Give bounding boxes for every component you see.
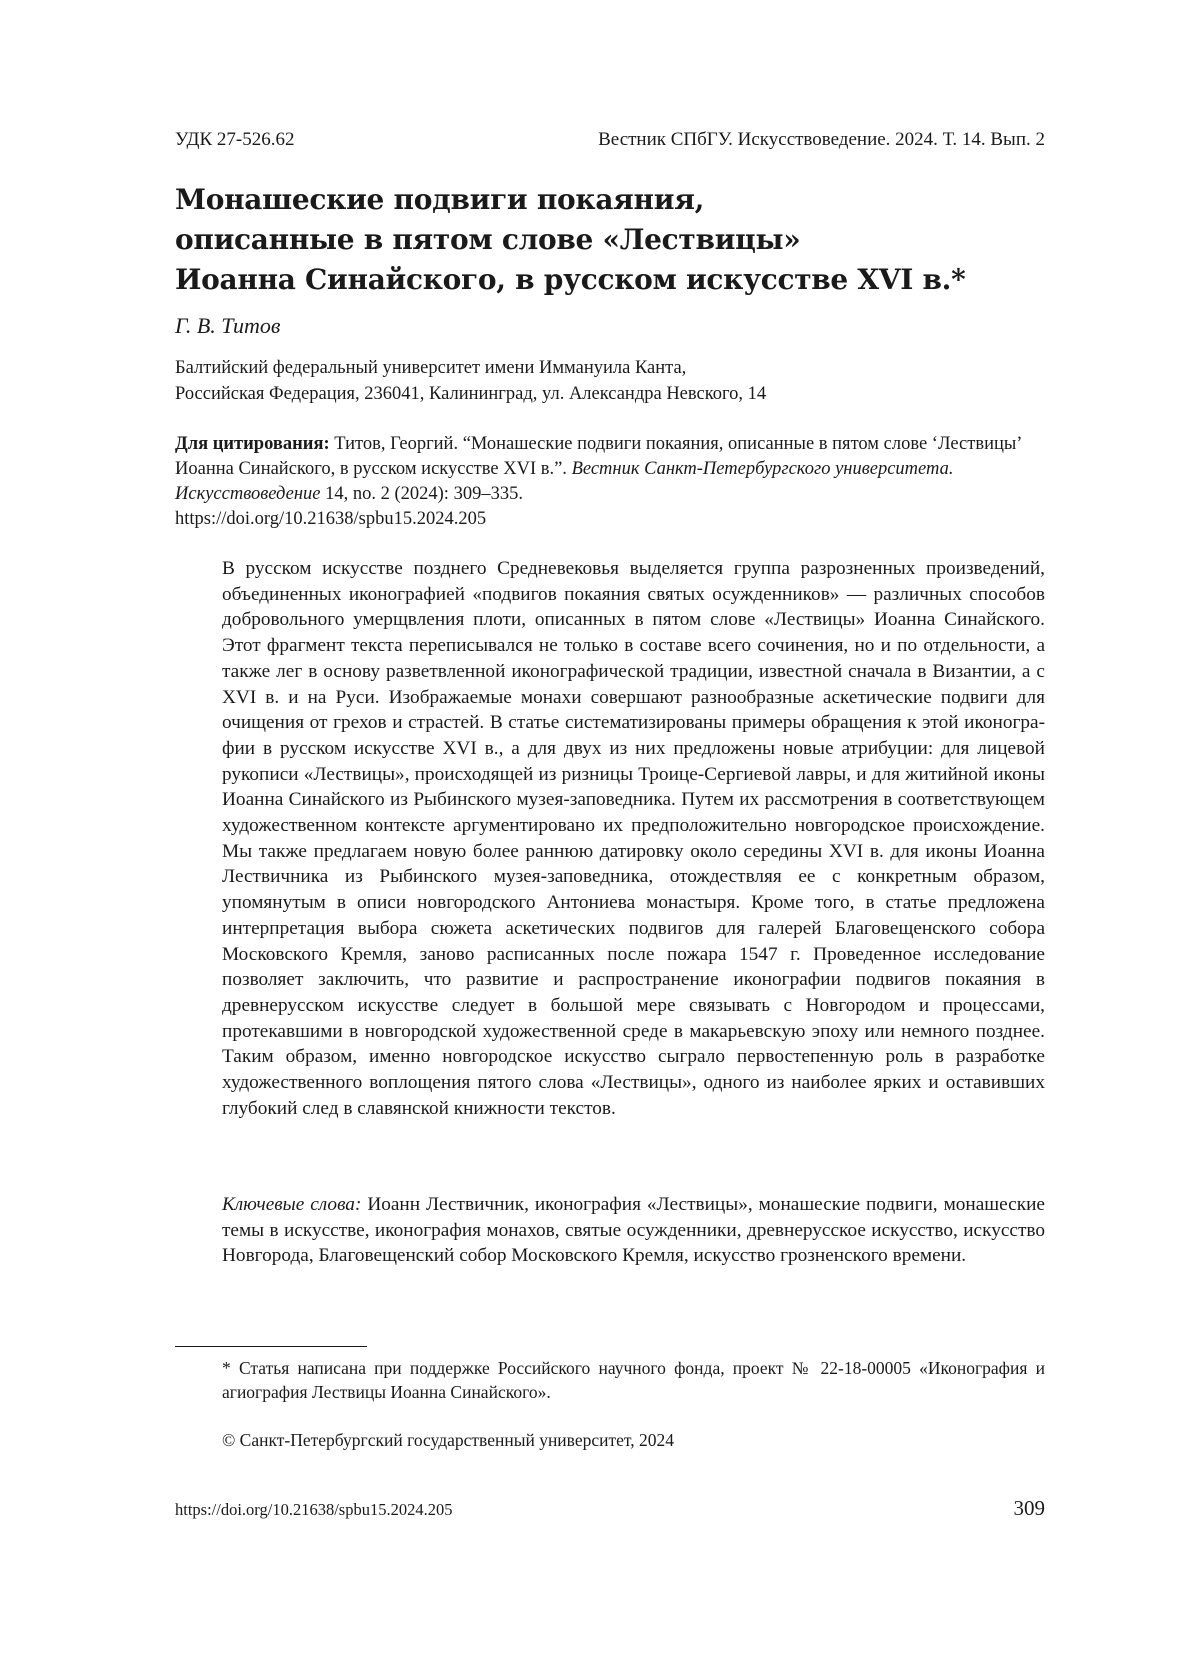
copyright-line: © Санкт-Петербургский государственный университет, 2024 [222, 1430, 674, 1450]
citation-text-1: Титов, Георгий. “Монашеские подвиги покаяния, описанные в пятом слове ‘Лествицы’ Иоанна Синайского, в русском искусстве XVI в.”. [175, 434, 1022, 479]
affiliation-line-2: Российская Федерация, 236041, Калининград, ул. Александра Невского, 14 [175, 384, 767, 404]
citation-text-2: 14, no. 2 (2024): 309–335. [320, 484, 523, 504]
page-number: 309 [1013, 1496, 1045, 1520]
citation-block [175, 432, 1045, 532]
title-line-3: Иоанна Синайского, в русском искусстве XVI в.* [175, 263, 966, 296]
title-line-2: описанные в пятом слове «Лествицы» [175, 223, 801, 256]
article-page [175, 0, 1045, 1655]
article-title [175, 180, 1045, 300]
footnote-divider [175, 1346, 367, 1347]
keywords [222, 1192, 1045, 1269]
citation-label: Для цитирования: [175, 434, 330, 454]
citation-doi-link[interactable]: https://doi.org/10.21638/spbu15.2024.205 [175, 509, 487, 529]
affiliation [175, 355, 1045, 407]
journal-issue: Вестник СПбГУ. Искусствоведение. 2024. Т. 14. Вып. 2 [598, 129, 1045, 150]
page-footer [175, 1496, 1045, 1521]
running-header [175, 128, 1045, 152]
keywords-text: Иоанн Лествичник, иконография «Лествицы», монашеские подвиги, монашеские темы в искусстве, иконография монахов, святые осужденники, древнерусское искусство, искусство Новгорода, Благовещенский собор Московского Кремля, искусство грозненского времени. [222, 1194, 1045, 1267]
footnote: * Статья написана при поддержке Российского научного фонда, проект № 22-18-00005 «Иконография и агиография Лествицы Иоанна Синайского». [222, 1358, 1045, 1402]
footer-doi-link[interactable]: https://doi.org/10.21638/spbu15.2024.205 [175, 1500, 453, 1519]
abstract: В русском искусстве позднего Средневековья выделяется группа разрозненных произведений, объединенных иконографией «подвигов покаяния святых осужденников» — различных способов добровольного умерщвления плоти, описанных в пятом слове «Лествицы» Иоанна Синайского. Этот фрагмент текста переписывался не только в составе всего сочинения, но и по отдельности, а также лег в основу разветвленной иконографической традиции, известной сначала в Византии, а с XVI в. и на Руси. Изображаемые монахи совершают разнообразные аскетические подвиги для очищения от грехов и страстей. В статье систематизированы примеры обращения к этой иконографии в русском искусстве XVI в., а для двух из них предложены новые атрибуции: для лицевой рукописи «Лествицы», происходящей из ризницы Троице-Сергиевой лавры, и для житийной иконы Иоанна Синайского из Рыбинского музея-заповедника. Путем их рассмотрения в соответствующем художественном контексте аргументировано их предположительно новгородское происхождение. Мы также предлагаем новую более раннюю датировку около середины XVI в. для иконы Иоанна Лествичника из Рыбинского музея-заповедника, отождествляя ее с конкретным образом, упомянутым в описи новгородского Антониева монастыря. Кроме того, в статье предложена интерпретация выбора сюжета аскетических подвигов для галерей Благовещенского собора Московского Кремля, заново расписанных после пожара 1547 г. Проведенное исследование позволяет заключить, что развитие и распространение иконографии подвигов покаяния в древнерусском искусстве следует в большой мере связывать с Новгородом и процессами, протекавшими в новгородской художественной среде в макарьевскую эпоху или немного позднее. Таким образом, именно новгородское искусство сыграло первостепенную роль в разработке художественного воплощения пятого слова «Лествицы», одного из наиболее ярких и оставивших глубокий след в славянской книжности текстов. [222, 558, 1045, 1119]
udk-code: УДК 27-526.62 [175, 129, 295, 150]
citation-journal: Вестник Санкт-Петербургского университета. Искусствоведение [175, 459, 954, 504]
author-name: Г. В. Титов [175, 313, 281, 338]
affiliation-line-1: Балтийский федеральный университет имени Иммануила Канта, [175, 358, 687, 378]
keywords-label: Ключевые слова: [222, 1194, 362, 1215]
title-line-1: Монашеские подвиги покаяния, [175, 183, 705, 216]
